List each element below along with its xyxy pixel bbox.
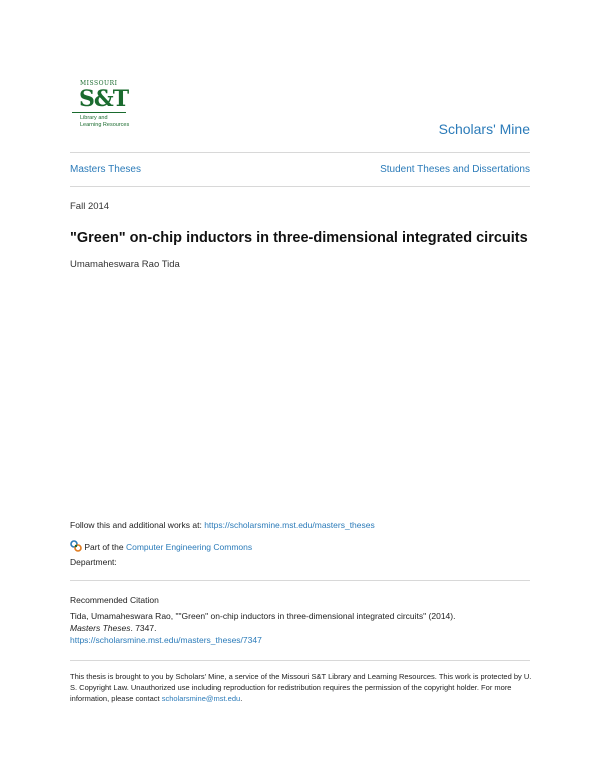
follow-prefix: Follow this and additional works at: xyxy=(70,520,205,530)
citation-series-line xyxy=(70,622,540,634)
university-logo xyxy=(72,80,128,138)
thesis-title: "Green" on-chip inductors in three-dimensional integrated circuits xyxy=(70,230,528,246)
citation-divider xyxy=(70,580,530,581)
footer-end: . xyxy=(240,694,243,703)
contact-email-link[interactable]: scholarsmine@mst.edu xyxy=(161,694,241,703)
repository-name[interactable]: Scholars' Mine xyxy=(438,121,530,137)
footer-divider xyxy=(70,660,530,661)
logo-st-text: S&T xyxy=(79,86,129,112)
follow-line xyxy=(70,520,375,530)
citation-heading: Recommended Citation xyxy=(70,595,159,605)
breadcrumb-masters-theses[interactable]: Masters Theses xyxy=(70,164,141,175)
footer-text: This thesis is brought to you by Scholars' Mine, a service of the Missouri S&T Library and Learning Resources. This work is protected by U. S. Copyright Law. Unauthorized use including reproduction for redistribution requires the permission of the copyright holder. For more information, please contact xyxy=(70,672,532,703)
citation-series: Masters Theses xyxy=(70,623,131,633)
part-of-line xyxy=(70,540,252,552)
author-name: Umamaheswara Rao Tida xyxy=(70,259,180,270)
part-of-prefix: Part of the xyxy=(84,542,126,552)
breadcrumb-student-theses[interactable]: Student Theses and Dissertations xyxy=(380,164,530,175)
logo-missouri-text: MISSOURI xyxy=(80,80,118,87)
publication-date: Fall 2014 xyxy=(70,201,110,212)
citation-url-link[interactable]: https://scholarsmine.mst.edu/masters_theses/7347 xyxy=(70,635,262,645)
commons-network-icon xyxy=(70,540,82,552)
logo-rule xyxy=(72,112,126,113)
logo-library-text: Library and Learning Resources xyxy=(80,115,130,128)
citation-number: . 7347. xyxy=(130,623,157,633)
footer-notice xyxy=(70,671,532,704)
citation-block xyxy=(70,610,540,646)
computer-engineering-commons-link[interactable]: Computer Engineering Commons xyxy=(125,542,253,552)
header-divider xyxy=(70,152,530,153)
citation-line-1: Tida, Umamaheswara Rao, ""Green" on-chip inductors in three-dimensional integrated circuits" (2014). xyxy=(70,611,456,621)
follow-url-link[interactable]: https://scholarsmine.mst.edu/masters_theses xyxy=(204,520,375,530)
department-label: Department: xyxy=(70,557,117,567)
breadcrumb-divider xyxy=(70,186,530,187)
